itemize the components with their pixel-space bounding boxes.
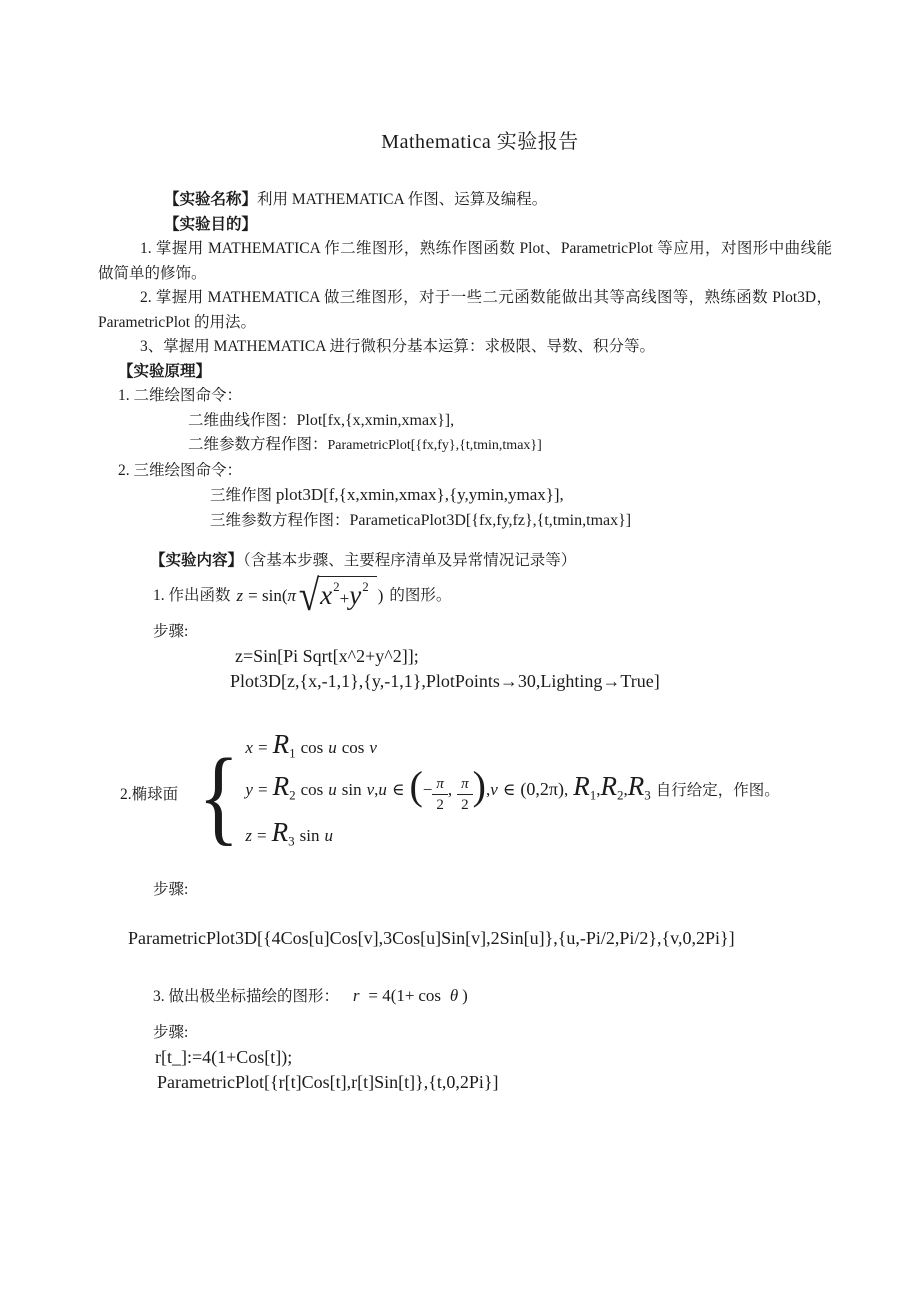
row2-var-v: v bbox=[366, 780, 375, 800]
task1-steps-label: 步骤: bbox=[153, 622, 189, 640]
formula-r-close-paren: ) bbox=[462, 985, 468, 1005]
task3-code-2: ParametricPlot[{r[t]Cos[t],r[t]Sin[t]},{t,0,2Pi}] bbox=[157, 1071, 499, 1092]
task2-code-1: ParametricPlot3D[{4Cos[u]Cos[v],3Cos[u]Sin[v],2Sin[u]},{u,-Pi/2,Pi/2},{v,0,2Pi}] bbox=[128, 928, 735, 949]
purpose-item-2: 2. 掌握用 MATHEMATICA 做三维图形，对于一些二元函数能做出其等高线图等，熟练函数 Plot3D，ParametricPlot 的用法。 bbox=[98, 289, 832, 331]
minus-sign: − bbox=[422, 780, 433, 800]
formula-y-exponent: 2 bbox=[362, 579, 369, 595]
fraction-a-numerator: π bbox=[432, 775, 448, 795]
row2-R: R bbox=[272, 771, 290, 802]
given-R2-subscript: 2 bbox=[616, 787, 624, 803]
formula-close-paren: ) bbox=[377, 586, 384, 606]
principle-2d-param-label: 二维参数方程作图： bbox=[188, 436, 328, 453]
task2-steps-label: 步骤: bbox=[153, 880, 189, 898]
given-R1: R bbox=[573, 771, 590, 802]
purpose-item-1: 1. 掌握用 MATHEMATICA 作二维图形，熟练作图函数 Plot、ParametricPlot 等应用，对图形中曲线能做简单的修饰。 bbox=[98, 240, 832, 282]
formula-pi: π bbox=[287, 586, 297, 606]
given-R2: R bbox=[600, 771, 617, 802]
experiment-name-paragraph bbox=[164, 188, 832, 213]
interval-0-2pi: (0,2π) bbox=[520, 779, 564, 800]
row1-R: R bbox=[272, 729, 290, 759]
principle-section-label-line bbox=[118, 360, 832, 385]
big-open-paren: ( bbox=[409, 763, 423, 809]
principle-3d-plot-line bbox=[210, 483, 832, 509]
purpose-label: 【实验目的】 bbox=[164, 215, 258, 233]
task3-lead: 3. 做出极坐标描绘的图形： bbox=[153, 987, 340, 1005]
R-comma-2: , bbox=[623, 780, 628, 800]
task3-steps-label: 步骤: bbox=[153, 1023, 189, 1041]
row1-var-v: v bbox=[369, 738, 377, 757]
fraction-pi-over-2-a bbox=[432, 775, 448, 814]
principle-3d-title: 2. 三维绘图命令： bbox=[118, 461, 243, 479]
row2-domain-v: v bbox=[490, 780, 498, 800]
principle-3d-plot-label: 三维作图 bbox=[210, 487, 276, 504]
principle-2d-title: 1. 二维绘图命令： bbox=[118, 387, 243, 404]
principle-3d-param-label: 三维参数方程作图： bbox=[210, 511, 350, 529]
content-note: （含基本步骤、主要程序清单及异常情况记录等） bbox=[243, 552, 577, 569]
row2-domain-u: u bbox=[378, 780, 387, 800]
task1-code-2: Plot3D[z,{x,-1,1},{y,-1,1},PlotPoints→30,Lighting→True] bbox=[230, 670, 660, 691]
row2-var-u: u bbox=[328, 780, 337, 800]
content-section-label-line bbox=[150, 549, 832, 574]
system-row-z bbox=[245, 817, 779, 852]
row3-var-u: u bbox=[324, 826, 333, 846]
given-R3-subscript: 3 bbox=[644, 787, 651, 803]
row2-eq: = bbox=[257, 780, 268, 800]
row2-sin: sin bbox=[341, 780, 362, 800]
formula-var-y: y bbox=[349, 580, 362, 611]
task1-heading-formula bbox=[153, 571, 832, 621]
task3-heading-formula bbox=[153, 983, 832, 1010]
formula-x-exponent: 2 bbox=[333, 579, 340, 595]
fraction-pi-over-2-b bbox=[457, 775, 473, 814]
principle-label: 【实验原理】 bbox=[118, 362, 212, 380]
task3-code-1: r[t_]:=4(1+Cos[t]); bbox=[155, 1047, 293, 1068]
row2-lhs: y bbox=[245, 780, 253, 800]
task2-lead: 2.椭球面 bbox=[120, 785, 179, 803]
row3-sin: sin bbox=[299, 826, 320, 846]
row2-comma1: , bbox=[374, 780, 379, 800]
row3-R-subscript: 3 bbox=[288, 833, 295, 849]
radicand bbox=[318, 576, 377, 609]
purpose-section-label-line bbox=[164, 213, 832, 238]
radical bbox=[297, 571, 377, 621]
principle-2d-curve-label: 二维曲线作图： bbox=[188, 411, 297, 429]
principle-3d-param-code: ParameticaPlot3D[{fx,fy,fz},{t,tmin,tmax}] bbox=[349, 511, 632, 529]
system-row-x bbox=[245, 729, 779, 764]
task1-lead: 1. 作出函数 bbox=[153, 587, 231, 605]
R-comma-1: , bbox=[596, 780, 601, 800]
row3-lhs: z bbox=[245, 826, 253, 846]
principle-2d-param-line bbox=[188, 433, 832, 459]
fraction-a-denominator: 2 bbox=[436, 797, 444, 814]
experiment-name-text: 利用 MATHEMATICA 作图、运算及编程。 bbox=[257, 191, 548, 208]
fraction-b-denominator: 2 bbox=[461, 797, 469, 814]
formula-cos: cos bbox=[418, 985, 442, 1005]
equation-system bbox=[245, 729, 780, 853]
content-label: 【实验内容】 bbox=[150, 552, 244, 569]
system-brace: { bbox=[198, 734, 240, 855]
principle-2d-curve-line bbox=[188, 409, 832, 434]
element-of-symbol-2: ∈ bbox=[502, 780, 516, 800]
principle-3d-param-line bbox=[210, 509, 832, 534]
row1-eq: = bbox=[257, 738, 268, 757]
formula-theta: θ bbox=[449, 985, 459, 1005]
experiment-name-label: 【实验名称】 bbox=[164, 191, 258, 208]
principle-3d-plot-code: plot3D[f,{x,xmin,xmax},{y,ymin,ymax}], bbox=[275, 485, 564, 504]
task2-ellipsoid-block bbox=[120, 729, 832, 855]
row2-comma2: , bbox=[447, 780, 453, 800]
task1-code-1: z=Sin[Pi Sqrt[x^2+y^2]]; bbox=[235, 646, 419, 666]
big-close-paren: ) bbox=[472, 763, 486, 809]
row3-R: R bbox=[271, 817, 289, 848]
task1-tail: 的图形。 bbox=[389, 587, 452, 605]
formula-r-eq: = 4(1+ bbox=[368, 985, 415, 1005]
principle-2d-param-code: ParametricPlot[{fx,fy},{t,tmin,tmax}] bbox=[327, 438, 542, 453]
row1-R-subscript: 1 bbox=[289, 745, 296, 761]
row1-cos2: cos bbox=[341, 738, 365, 757]
row1-var-u: u bbox=[328, 738, 337, 757]
row1-cos1: cos bbox=[300, 738, 324, 757]
principle-2d-curve-code: Plot[fx,{x,xmin,xmax}], bbox=[296, 411, 455, 429]
formula-plus: + bbox=[339, 589, 350, 609]
system-row-y bbox=[245, 763, 780, 814]
row2-comma4: , bbox=[563, 780, 569, 800]
given-R1-subscript: 1 bbox=[589, 787, 597, 803]
fraction-b-numerator: π bbox=[457, 775, 473, 795]
formula-var-r: r bbox=[352, 985, 360, 1005]
page-title: Mathematica 实验报告 bbox=[381, 131, 579, 153]
row2-comma3: , bbox=[486, 780, 491, 800]
radical-sign: √ bbox=[298, 571, 320, 621]
purpose-item-3: 3、掌握用 MATHEMATICA 进行微积分基本运算：求极限、导数、积分等。 bbox=[140, 338, 655, 355]
task2-suffix-text: 自行给定，作图。 bbox=[655, 782, 780, 800]
element-of-symbol-1: ∈ bbox=[391, 780, 405, 800]
row2-cos: cos bbox=[300, 780, 324, 800]
formula-var-z: z bbox=[236, 586, 244, 606]
row1-lhs: x bbox=[245, 738, 253, 757]
formula-var-x: x bbox=[320, 580, 333, 611]
formula-equals-sin: = sin( bbox=[248, 586, 288, 606]
row3-eq: = bbox=[257, 826, 267, 846]
given-R3: R bbox=[627, 771, 645, 802]
row2-R-subscript: 2 bbox=[289, 787, 296, 803]
